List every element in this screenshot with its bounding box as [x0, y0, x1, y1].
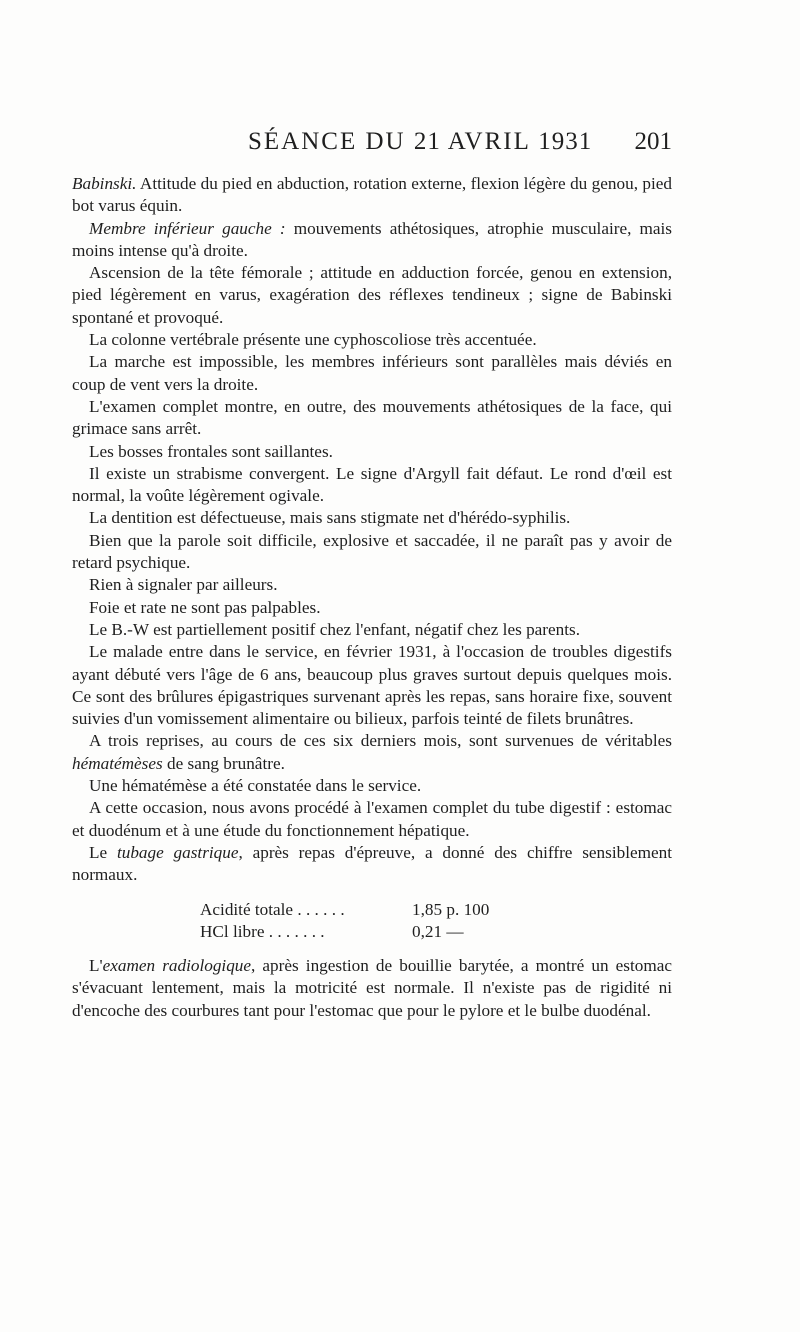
page-number: 201 [634, 128, 672, 155]
paragraph-19-text-b: , après ingestion de bouillie barytée, a montré un estomac s'évacuant lentement, mais la motricité est normale. Il n'existe pas de rigidité ni d'encoche des courbures tant pour l'estomac que pour le pylore et le bulbe duodénal. [72, 956, 672, 1020]
paragraph-2-italic: Membre inférieur gauche : [89, 218, 286, 238]
paragraph-18-text-b: , après repas d'épreuve, a donné des chiffre sensiblement normaux. [72, 842, 672, 885]
paragraph-15-text-b: de sang brunâtre. [162, 753, 285, 773]
acidity-table [72, 899, 672, 944]
paragraph-15-italic: hématémèses [72, 753, 163, 773]
document-body [72, 173, 672, 1022]
paragraph-4: La colonne vertébrale présente une cyphoscoliose très accentuée. [89, 330, 537, 350]
paragraph-19-text-a: L' [89, 956, 103, 976]
paragraph-7: Les bosses frontales sont saillantes. [89, 441, 333, 461]
paragraph-10: Bien que la parole soit difficile, explosive et saccadée, il ne paraît pas y avoir de retard psychique. [72, 530, 672, 573]
paragraph-15-text-a: A trois reprises, au cours de ces six derniers mois, sont survenues de véritables [89, 731, 672, 751]
running-title-month: AVRIL [440, 128, 539, 155]
table-row [200, 921, 672, 943]
paragraph-19-italic: examen radiologique [102, 956, 252, 976]
paragraph-12: Foie et rate ne sont pas palpables. [89, 597, 321, 617]
paragraph-1-italic: Babinski. [72, 174, 137, 193]
paragraph-15 [72, 730, 672, 775]
running-title-prefix: SÉANCE DU [248, 128, 414, 155]
paragraph-1 [72, 173, 672, 218]
paragraph-18 [72, 842, 672, 887]
paragraph-2 [72, 218, 672, 263]
paragraph-1-text: Attitude du pied en abduction, rotation externe, flexion légère du genou, pied bot varus équin. [72, 174, 672, 216]
paragraph-3: Ascension de la tête fémorale ; attitude en adduction forcée, genou en extension, pied légèrement en varus, exagération des réflexes tendineux ; signe de Babinski spontané et provoqué. [72, 263, 672, 327]
hcl-free-label: HCl libre . . . . . . . [200, 921, 325, 941]
paragraph-5: La marche est impossible, les membres inférieurs sont parallèles mais déviés en coup de vent vers la droite. [72, 352, 672, 394]
paragraph-2-text: mouvements athétosiques, atrophie musculaire, mais moins intense qu'à droite. [72, 218, 672, 260]
paragraph-17: A cette occasion, nous avons procédé à l'examen complet du tube digestif : estomac et duodénum et à une étude du fonctionnement hépatique. [72, 798, 672, 840]
page-header [72, 128, 672, 168]
paragraph-9: La dentition est défectueuse, mais sans stigmate net d'hérédo-syphilis. [89, 508, 571, 528]
running-title [248, 128, 592, 156]
paragraph-16: Une hématémèse a été constatée dans le service. [89, 776, 422, 796]
paragraph-11: Rien à signaler par ailleurs. [89, 575, 278, 595]
acidity-total-value: 1,85 p. 100 [412, 899, 490, 919]
paragraph-13: Le B.-W est partiellement positif chez l'enfant, négatif chez les parents. [89, 619, 580, 639]
hcl-free-value: 0,21 — [412, 921, 464, 941]
paragraph-18-text-a: Le [89, 842, 117, 862]
paragraph-14: Le malade entre dans le service, en février 1931, à l'occasion de troubles digestifs ayant débuté vers l'âge de 6 ans, beaucoup plus graves surtout depuis quelques mois. Ce sont des brûlures épigastriques survenant après les repas, sans horaire fixe, souvent suivies d'un vomissement alimentaire ou bilieux, parfois teinté de filets brunâtres. [72, 642, 672, 729]
running-title-year: 1931 [538, 128, 593, 155]
paragraph-18-italic: tubage gastrique [116, 842, 239, 862]
acidity-total-label: Acidité totale . . . . . . [200, 899, 345, 919]
table-row [200, 899, 672, 921]
paragraph-6: L'examen complet montre, en outre, des mouvements athétosiques de la face, qui grimace sans arrêt. [72, 396, 672, 439]
paragraph-8: Il existe un strabisme convergent. Le signe d'Argyll fait défaut. Le rond d'œil est normal, la voûte légèrement ogivale. [72, 463, 672, 506]
running-title-day: 21 [413, 128, 441, 155]
paragraph-19 [72, 955, 672, 1022]
